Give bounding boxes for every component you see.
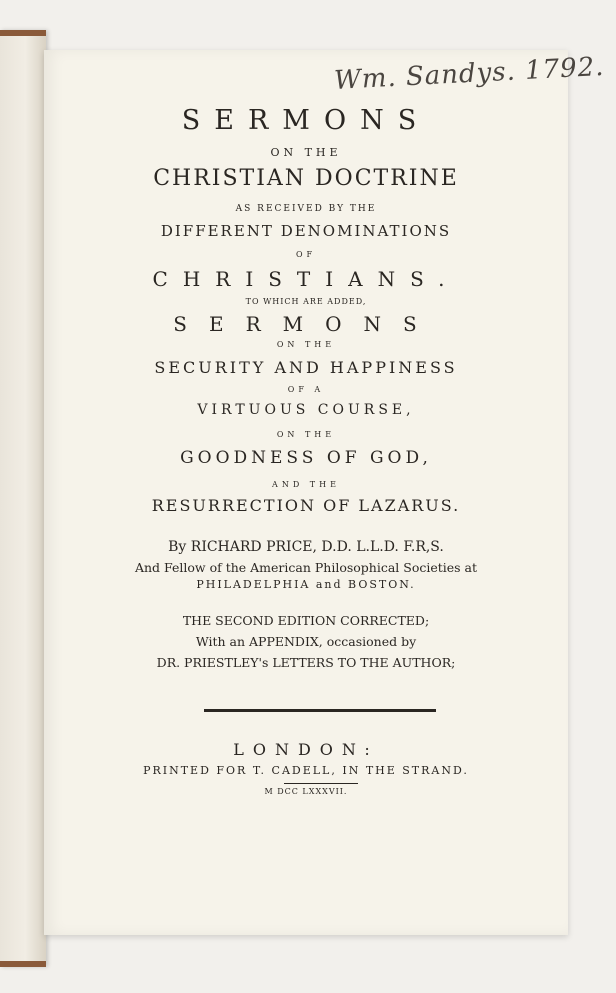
author-line: By RICHARD PRICE, D.D. L.L.D. F.R,S.	[168, 539, 444, 555]
title-as-received: AS RECEIVED BY THE	[235, 204, 377, 214]
title-christian-doctrine: CHRISTIAN DOCTRINE	[153, 166, 459, 191]
title-on-the-second: ON THE	[276, 340, 336, 349]
title-different-denominations: DIFFERENT DENOMINATIONS	[160, 222, 452, 240]
imprint-london: LONDON:	[233, 740, 379, 759]
title-on-the-third: ON THE	[276, 430, 336, 439]
title-resurrection: RESURRECTION OF LAZARUS.	[151, 496, 461, 515]
title-to-which-added: TO WHICH ARE ADDED,	[245, 297, 367, 306]
title-on-the: ON THE	[270, 146, 342, 159]
edition-line: THE SECOND EDITION CORRECTED;	[182, 613, 430, 628]
divider-rule	[204, 709, 436, 712]
title-goodness-of-god: GOODNESS OF GOD,	[180, 448, 432, 468]
imprint-date: M DCC LXXXVII.	[264, 787, 348, 796]
title-page	[44, 50, 606, 935]
imprint-printer: PRINTED FOR T. CADELL, IN THE STRAND.	[143, 764, 469, 777]
fellow-line: And Fellow of the American Philosophical Societies at	[134, 560, 478, 575]
title-of: OF	[295, 250, 317, 259]
title-sermons: SERMONS	[181, 105, 431, 136]
book-cover-edge	[0, 30, 46, 967]
title-and-the: AND THE	[272, 480, 340, 489]
title-christians: CHRISTIANS.	[152, 267, 460, 291]
title-security-happiness: SECURITY AND HAPPINESS	[154, 358, 458, 377]
title-sermons-second: SERMONS	[173, 312, 439, 336]
title-of-a: OF A	[287, 385, 325, 394]
handwritten-signature: Wm. Sandys. 1792.	[333, 51, 606, 96]
title-virtuous-course: VIRTUOUS COURSE,	[197, 402, 415, 418]
appendix-line: With an APPENDIX, occasioned by	[195, 634, 417, 649]
date-rule	[284, 783, 358, 784]
cities-line: PHILADELPHIA and BOSTON.	[196, 578, 416, 591]
priestley-line: DR. PRIESTLEY's LETTERS TO THE AUTHOR;	[156, 655, 456, 670]
